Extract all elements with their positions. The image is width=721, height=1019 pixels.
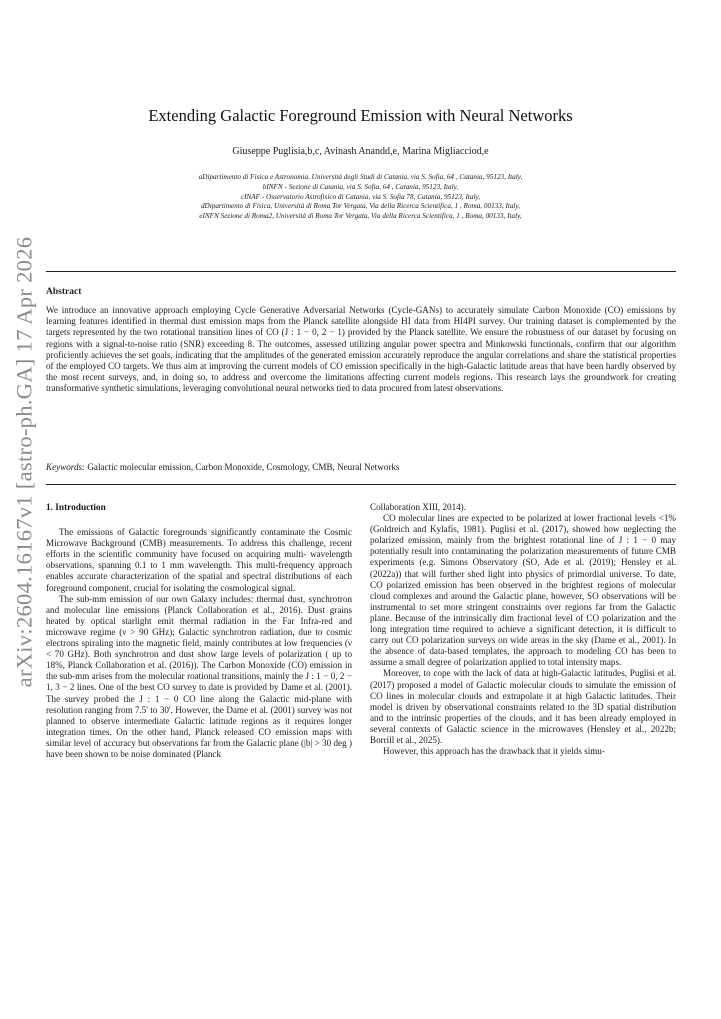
body-paragraph: The emissions of Galactic foregrounds significantly contaminate the Cosmic Microwave Background (CMB) measurements. To address this challenge, recent efforts in the scientific community have focused on acquiring multi- wavelength observations, spanning 0.1 to 1 mm wavelength. This multi-frequency approach enables accurate characterization of the spatial and spectral distributions of each foreground component, crucial for isolating the cosmological signal. — [46, 527, 352, 593]
body-paragraph: CO molecular lines are expected to be polarized at lower fractional levels <1% (Goldreich and Kylafis, 1981). Puglisi et al. (2017), showed how neglecting the polarized emission, mainly from the brightest rotational line of J : 1 − 0 may potentially result into contaminating the polarization measurements of future CMB experiments (e.g. Simons Observatory (SO, Ade et al. (2019); Hensley et al. (2022a)) that will further shed light into physics of primordial universe. To date, CO polarized emission has been observed in the brightest regions of molecular cloud complexes and around the Galactic plane, however, SO observations will be instrumental to set more stringent constraints over regions far from the Galactic plane. Because of the intrinsically dim fractional level of CO polarization and the long integration time required to achieve a significant detection, it is difficult to carry out CO polarization surveys on wide areas in the sky (Dame et al., 2001). In the absence of data-based templates, the approach to modeling CO has been to assume a small degree of polarization applied to total intensity maps. — [370, 513, 676, 668]
arxiv-identifier: arXiv:2604.16167v1 [astro-ph.GA] 17 Apr 2026 — [11, 236, 36, 688]
affiliation-e: eINFN Sezione di Roma2, Università di Roma Tor Vergata, Via della Ricerca Scientifica, 1 , Roma, 00133, Italy, — [199, 212, 522, 221]
paper-title: Extending Galactic Foreground Emission with Neural Networks — [148, 106, 573, 125]
arxiv-sidebar-stamp — [5, 236, 43, 688]
keywords-text: Galactic molecular emission, Carbon Monoxide, Cosmology, CMB, Neural Networks — [87, 462, 400, 472]
body-paragraph: The sub-mm emission of our own Galaxy includes: thermal dust, synchrotron and molecular line emissions (Planck Collaboration et al., 2016). Dust grains heated by optical starlight emit thermal radiation in the Far Infra-red and microwave regime (ν > 90 GHz); Galactic synchrotron radiation, due to cosmic electrons spiraling into the magnetic field, mainly contributes at low frequencies (ν < 70 GHz). Both synchrotron and dust show large levels of polarization ( up to 18%, Planck Collaboration et al. (2016)). The Carbon Monoxide (CO) emission in the sub-mm arises from the molecular roational transitions, mainly the J : 1 − 0, 2 − 1, 3 − 2 lines. One of the best CO survey to date is provided by Dame et al. (2001). The survey probed the J : 1 − 0 CO line along the Galactic mid-plane with resolution ranging from 7.5' to 30'. However, the Dame et al. (2001) survey was not planned to observe intermediate Galactic latitude regions as it requires longer integration times. On the other hand, Planck released CO emission maps with similar level of accuracy but observations far from the Galactic plane (|b| > 30 deg ) have been shown to be noise dominated (Planck — [46, 593, 352, 759]
author-list: Giuseppe Puglisia,b,c, Avinash Anandd,e, Marina Migliacciod,e — [232, 146, 489, 157]
left-column — [46, 502, 352, 760]
body-paragraph: Moreover, to cope with the lack of data at high-Galactic latitudes, Puglisi et al. (2017) proposed a model of Galactic molecular clouds to simulate the emission of CO lines in molecular clouds and extrapolate it at high Galactic latitudes. Their model is driven by observational constraints related to the 3D spatial distribution and to the intrinsic properties of the clouds, and it has been already employed in several contexts of Galactic science in the microwaves (Hensley et al., 2022b; Borrill et al., 2025). — [370, 668, 676, 745]
right-column — [370, 502, 676, 757]
affiliation-a: aDipartimento di Fisica e Astronomia, Università degli Studi di Catania, via S. Sofia, 64 , Catania, 95123, Italy, — [198, 173, 523, 181]
affiliation-b: bINFN - Sezione di Catania, via S. Sofia, 64 , Catania, 95123, Italy, — [262, 182, 459, 191]
affiliation-d: dDipartimento di Fisica, Università di Roma Tor Vergata, Via della Ricerca Scientifica, 1 , Roma, 00133, Italy, — [200, 202, 521, 211]
keywords-line — [46, 462, 676, 472]
body-paragraph: However, this approach has the drawback that it yields simu- — [383, 746, 605, 757]
affiliations — [60, 173, 661, 222]
keywords-label: Keywords: — [46, 462, 86, 472]
abstract-text: We introduce an innovative approach employing Cycle Generative Adversarial Networks (Cycle-GANs) to accurately simulate Carbon Monoxide (CO) emissions by learning features identified in thermal dust emission maps from the Planck satellite alongside HI data from HI4PI survey. Our training dataset is complemented by the targets represented by the two rotational transition lines of CO (J : 1 − 0, 2 − 1) provided by the Planck satellite. We ensure the robustness of our dataset by focusing on regions with a signal-to-noise ratio (SNR) exceeding 8. The outcomes, assessed utilizing angular power spectra and Minkowski functionals, confirm that our algorithm proficiently achieves the set goals, indicating that the amplitudes of the generated emission accurately reproduce the angular correlations and share the statistical properties of the employed CO targets. We thus aim at improving the current models of CO emission specifically in the high-Galactic latitude areas that have been hardly observed by the most recent surveys, and, in doing so, to address and overcome the limitations affecting current models regions. This research lays the groundwork for creating transformative synthetic simulations, leveraging convolutional neural networks tied to data procured from latest observations. — [46, 305, 676, 394]
abstract-top-rule — [46, 271, 676, 272]
body-paragraph: Collaboration XIII, 2014). — [370, 502, 466, 512]
affiliation-c: cINAF - Osservatorio Astrofisico di Catania, via S. Sofia 78, Catania, 95123, Italy, — [240, 192, 481, 201]
section-heading-introduction: 1. Introduction — [46, 503, 106, 513]
abstract-heading: Abstract — [46, 287, 82, 297]
abstract-bottom-rule — [46, 484, 676, 485]
